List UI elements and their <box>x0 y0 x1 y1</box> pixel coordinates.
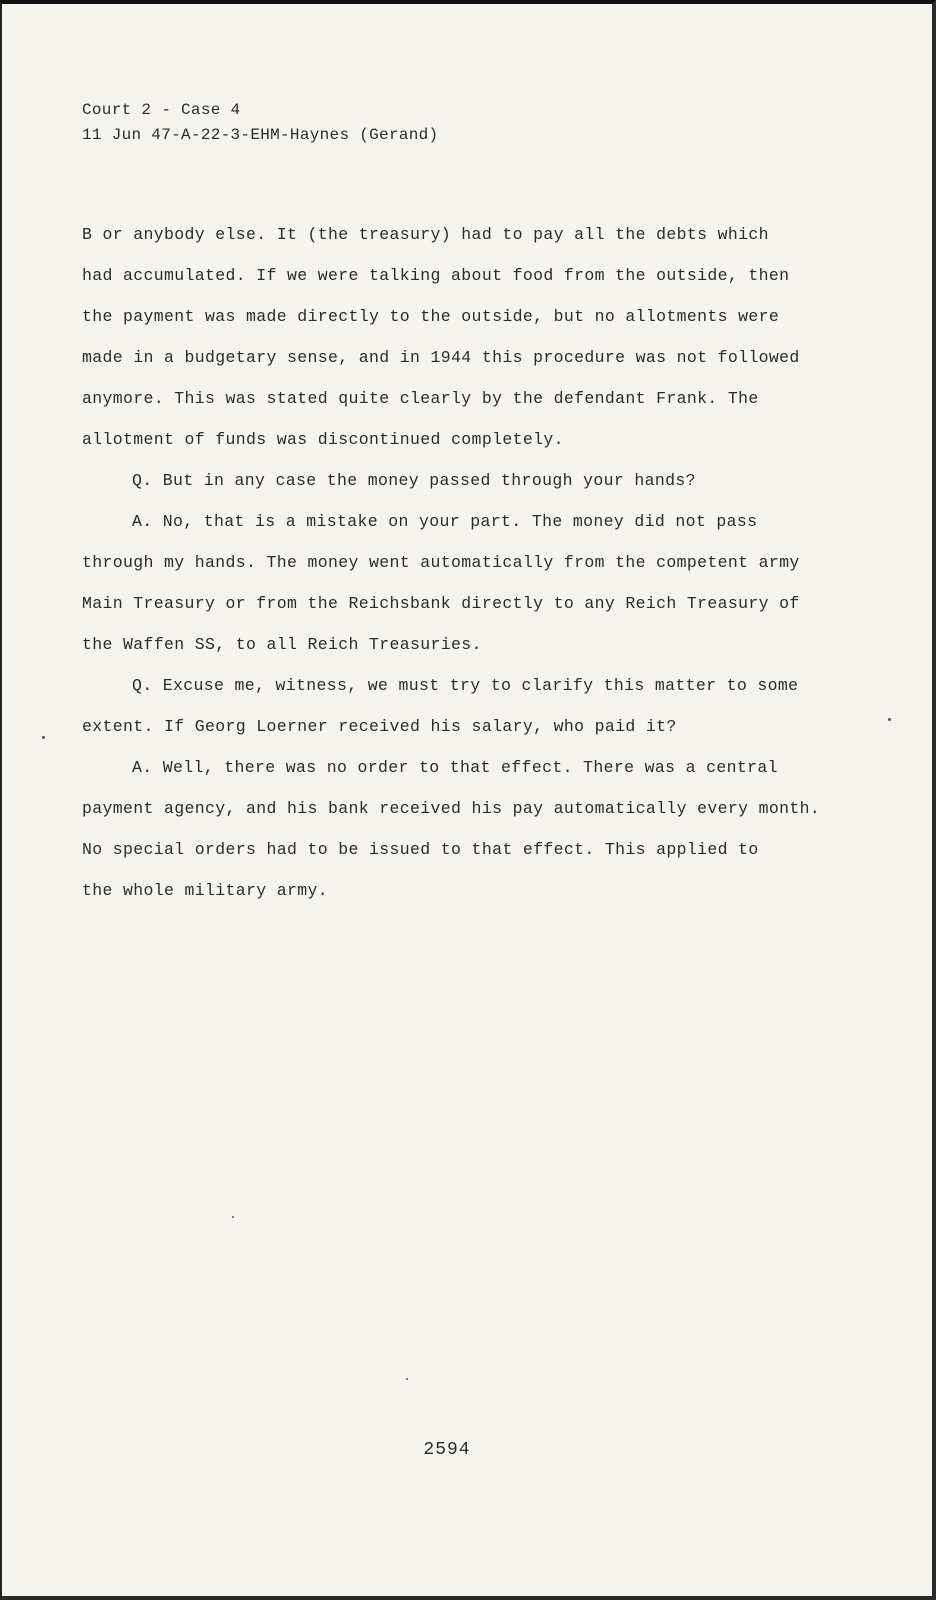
transcript-line: the whole military army. <box>82 881 329 900</box>
transcript-line: through my hands. The money went automatically from the competent army <box>82 553 800 572</box>
header-session-reference: 11 Jun 47-A-22-3-EHM-Haynes (Gerand) <box>82 126 439 144</box>
paper-speck <box>406 1378 408 1380</box>
transcript-line: allotment of funds was discontinued completely. <box>82 430 564 449</box>
transcript-line: No special orders had to be issued to that effect. This applied to <box>82 840 759 859</box>
transcript-line: Q. Excuse me, witness, we must try to clarify this matter to some <box>132 676 799 695</box>
document-header <box>82 98 438 148</box>
transcript-line: Q. But in any case the money passed through your hands? <box>132 471 696 490</box>
header-court-case: Court 2 - Case 4 <box>82 101 241 119</box>
transcript-line: the payment was made directly to the outside, but no allotments were <box>82 307 780 326</box>
page-number: 2594 <box>423 1440 471 1460</box>
transcript-line: Main Treasury or from the Reichsbank directly to any Reich Treasury of <box>82 594 800 613</box>
paper-speck <box>888 718 891 721</box>
transcript-body <box>82 214 822 911</box>
transcript-line: A. Well, there was no order to that effect. There was a central <box>132 758 778 777</box>
paper-speck <box>42 736 45 739</box>
transcript-line: B or anybody else. It (the treasury) had to pay all the debts which <box>82 225 769 244</box>
transcript-line: anymore. This was stated quite clearly by the defendant Frank. The <box>82 389 759 408</box>
transcript-line: payment agency, and his bank received his pay automatically every month. <box>82 799 821 818</box>
transcript-line: had accumulated. If we were talking about food from the outside, then <box>82 266 790 285</box>
transcript-line: made in a budgetary sense, and in 1944 this procedure was not followed <box>82 348 800 367</box>
transcript-line: the Waffen SS, to all Reich Treasuries. <box>82 635 482 654</box>
transcript-line: A. No, that is a mistake on your part. The money did not pass <box>132 512 758 531</box>
transcript-line: extent. If Georg Loerner received his salary, who paid it? <box>82 717 677 736</box>
paper-speck <box>232 1216 234 1218</box>
